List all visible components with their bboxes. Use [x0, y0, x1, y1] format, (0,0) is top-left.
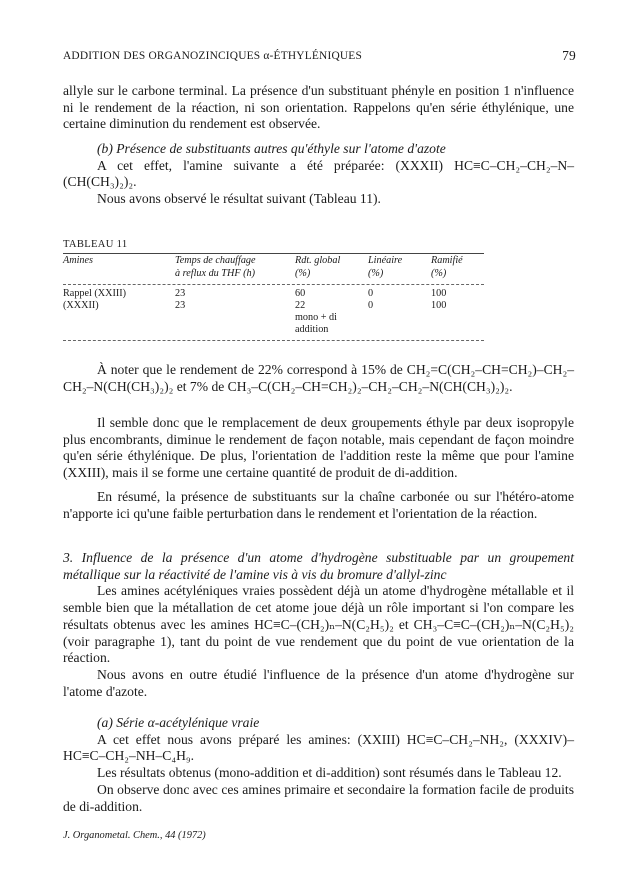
- section-3-heading: 3. Influence de la présence d'un atome d'hydrogène substituable par un groupement métallique sur la réactivité de l'amine vis à vis du bromure d'allyl-zinc: [63, 550, 574, 582]
- section-b-heading: (b) Présence de substituants autres qu'éthyle sur l'atome d'azote: [97, 141, 446, 156]
- table-rule-top: [63, 253, 484, 254]
- cell-ramifie: 100: [431, 300, 447, 311]
- section-a-heading: (a) Série α-acétylénique vraie: [97, 715, 260, 730]
- paragraph-allyle: [63, 83, 574, 133]
- paragraph-text: En résumé, la présence de substituants sur la chaîne carbonée ou sur l'hétéro-atome n'apporte ici qu'une faible perturbation dans le rendement et l'orientation de la réaction.: [63, 489, 574, 521]
- cell-rdt-note: addition: [295, 324, 329, 335]
- header-ramifie-2: (%): [431, 268, 447, 279]
- section-a-paragraph: On observe donc avec ces amines primaire et secondaire la formation facile de produits de di-addition.: [63, 781, 574, 814]
- paragraph-text: allyle sur le carbone terminal. La présence d'un substituant phényle en position 1 n'influence ni le rendement de la réaction, ni son orientation. Rappelons qu'en série éthylénique, une certaine diminution du rendement est observée.: [63, 83, 574, 132]
- section-3-paragraph: Nous avons en outre étudié l'influence de la présence d'un atome d'hydrogène sur l'atome d'azote.: [63, 666, 574, 699]
- cell-amine: Rappel (XXIII): [63, 288, 127, 299]
- section-a-paragraph: Les résultats obtenus (mono-addition et di-addition) sont résumés dans le Tableau 12.: [97, 765, 562, 781]
- cell-lineaire: 0: [368, 300, 374, 311]
- paragraph-semble: [63, 415, 574, 482]
- cell-rdt: 22: [295, 300, 306, 311]
- cell-ramifie: 100: [431, 288, 447, 299]
- header-lineaire-1: Linéaire: [368, 255, 403, 266]
- section-b-amine: A cet effet, l'amine suivante a été préparée: (XXXII) HC≡C–CH₂–CH₂–N–(CH(CH₃)₂)₂.: [63, 157, 574, 190]
- cell-rdt-note: mono + di: [295, 312, 337, 323]
- section-b-observation: Nous avons observé le résultat suivant (Tableau 11).: [97, 191, 381, 207]
- cell-rdt: 60: [295, 288, 306, 299]
- section-3: [63, 550, 574, 700]
- table-title: TABLEAU 11: [63, 239, 128, 250]
- page-header: [63, 50, 576, 66]
- paragraph-text: À noter que le rendement de 22% correspond à 15% de CH₂=C(CH₂–CH=CH₂)–CH₂–CH₂–N(CH(CH₃)₂)₂ et 7% de CH₃–C(CH₂–CH=CH₂)₂–CH₂–CH₂–N(CH(CH₃)₂)₂.: [63, 362, 574, 394]
- journal-citation: J. Organometal. Chem., 44 (1972): [63, 830, 206, 841]
- cell-temps: 23: [175, 300, 186, 311]
- cell-lineaire: 0: [368, 288, 374, 299]
- table-rule-bottom: [63, 340, 484, 341]
- header-rdt-1: Rdt. global: [295, 255, 341, 266]
- header-temps-1: Temps de chauffage: [175, 255, 256, 266]
- header-amines: Amines: [63, 255, 93, 266]
- page-number: 79: [562, 48, 576, 63]
- section-3-paragraph: Les amines acétyléniques vraies possèdent déjà un atome d'hydrogène métallable et il semble bien que la métallation de cet atome joue déjà un rôle important si l'on compare les résultats obtenus avec les amines HC≡C–(CH₂)ₙ–N(C₂H₅)₂ et CH₃–C≡C–(CH₂)ₙ–N(C₂H₅)₂ (voir paragraphe 1), tant du point de vue rendement que du point de vue orientation de la réaction.: [63, 583, 574, 666]
- running-title: ADDITION DES ORGANOZINCIQUES α-ÉTHYLÉNIQUES: [63, 50, 362, 62]
- cell-amine: (XXXII): [63, 300, 99, 311]
- section-b: [63, 141, 574, 208]
- paragraph-resume: [63, 489, 574, 522]
- cell-temps: 23: [175, 288, 186, 299]
- header-ramifie-1: Ramifié: [431, 255, 463, 266]
- paragraph-text: Il semble donc que le remplacement de deux groupements éthyle par deux isopropyle plus encombrants, diminue le rendement de façon notable, mais cependant de façon moindre qu'en série éthylénique. De plus, l'orientation de l'addition reste la même que pour l'amine (XXIII), mais il se forme une certaine quantité de produit de di-addition.: [63, 415, 574, 481]
- header-lineaire-2: (%): [368, 268, 384, 279]
- table-rule-header: [63, 284, 484, 285]
- header-rdt-2: (%): [295, 268, 311, 279]
- section-a-paragraph: A cet effet nous avons préparé les amines: (XXIII) HC≡C–CH₂–NH₂, (XXXIV)–HC≡C–CH₂–NH–C₄H₉.: [63, 731, 574, 764]
- paragraph-note: [63, 362, 574, 395]
- section-a: [63, 715, 574, 815]
- header-temps-2: à reflux du THF (h): [175, 268, 255, 279]
